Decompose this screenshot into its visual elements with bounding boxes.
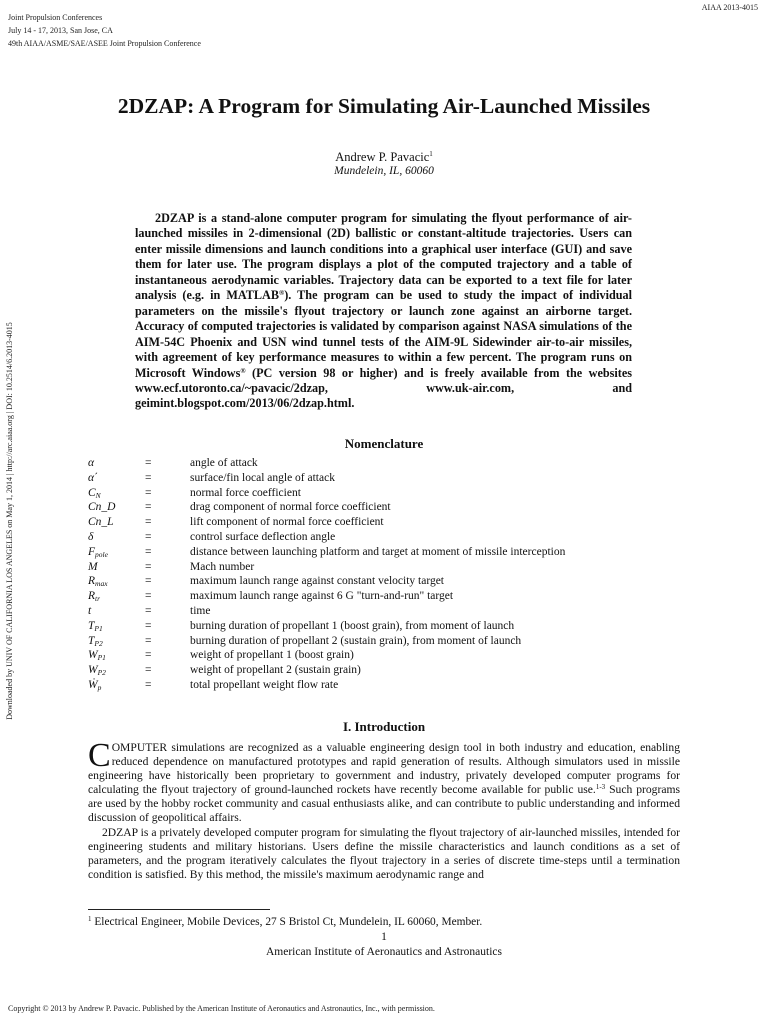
author-name: Andrew P. Pavacic — [335, 150, 430, 164]
nomenclature-symbol — [88, 663, 106, 678]
symbol-base: T — [88, 634, 95, 647]
footnote-text: Electrical Engineer, Mobile Devices, 27 S Bristol Ct, Mundelein, IL 60060, Member. — [91, 916, 483, 928]
nomenclature-row — [88, 456, 728, 471]
nomenclature-definition: angle of attack — [190, 457, 258, 469]
paper-id: AIAA 2013-4015 — [701, 3, 758, 12]
symbol-base: C — [88, 486, 96, 499]
author-affiliation: Mundelein, IL, 60060 — [334, 165, 434, 177]
footnote — [88, 916, 482, 928]
nomenclature-symbol — [88, 634, 103, 649]
nomenclature-row — [88, 648, 728, 663]
copyright-notice: Copyright © 2013 by Andrew P. Pavacic. Published by the American Institute of Aeronautics and Astronautics, Inc., with permission. — [8, 1004, 435, 1013]
symbol-subscript: P1 — [97, 653, 106, 663]
symbol-base: R — [88, 575, 96, 588]
download-notice: Downloaded by UNIV OF CALIFORNIA LOS ANGELES on May 1, 2014 | http://arc.aiaa.org | DOI: 10.2514/6.2013-4015 — [5, 322, 14, 720]
nomenclature-definition: maximum launch range against 6 G "turn-and-run" target — [190, 590, 454, 603]
nomenclature-row — [88, 634, 728, 649]
nomenclature-row — [88, 574, 728, 589]
nomenclature-symbol — [88, 604, 91, 619]
symbol-base: t — [88, 604, 92, 617]
nomenclature-symbol — [88, 456, 94, 471]
symbol-subscript: P2 — [94, 638, 103, 648]
paragraph-text: OMPUTER simulations are recognized as a valuable engineering design tool in both industry and education, enabling reduced dependence on manufactured prototypes and rapid generation of results. Although simulators used in missile engineering have historically been proprietary to government and industry, privately developed computer programs for calculating the flyout trajectory of ground-launched rockets have recently become available for public use. — [88, 741, 680, 797]
symbol-subscript: max — [95, 579, 108, 589]
equals-sign: = — [145, 664, 152, 677]
nomenclature-row — [88, 678, 728, 693]
nomenclature-definition: time — [190, 604, 211, 617]
section-heading-introduction: I. Introduction — [342, 719, 426, 734]
abstract-text-1: 2DZAP is a stand-alone computer program for simulating the flyout performance of air-launched missiles in 2-dimensional (2D) ballistic or constant-altitude trajectories. Users can enter missile dimensions and launch conditions into a graphical user interface (GUI) and save them for later use. The program displays a plot of the computed trajectory and a table of instantaneous aerodynamic variables. Trajectory data can be exported to a text file for later analysis (e.g. in MATLAB — [135, 211, 632, 303]
symbol-base: T — [88, 619, 95, 632]
nomenclature-symbol — [88, 589, 100, 604]
nomenclature-definition: surface/fin local angle of attack — [190, 471, 335, 484]
equals-sign: = — [145, 619, 152, 632]
equals-sign: = — [145, 545, 152, 558]
equals-sign: = — [145, 516, 152, 529]
nomenclature-symbol — [88, 648, 106, 663]
symbol-base: R — [88, 590, 96, 603]
nomenclature-definition: weight of propellant 2 (sustain grain) — [190, 664, 361, 677]
equals-sign: = — [145, 590, 152, 603]
author-line — [0, 150, 768, 165]
drop-cap: C — [88, 737, 111, 774]
equals-sign: = — [145, 530, 152, 543]
nomenclature-definition: normal force coefficient — [190, 486, 301, 499]
nomenclature-row — [88, 589, 728, 604]
nomenclature-definition: maximum launch range against constant velocity target — [190, 575, 444, 588]
symbol-base: M — [88, 560, 98, 573]
symbol-base: W — [88, 664, 98, 677]
symbol-base: Cn_D — [88, 501, 116, 514]
nomenclature-row — [88, 604, 728, 619]
registered-mark: ® — [278, 289, 285, 298]
symbol-base: Cn_L — [88, 516, 114, 529]
conference-dates: July 14 - 17, 2013, San Jose, CA — [8, 26, 113, 35]
nomenclature-definition: burning duration of propellant 2 (sustain grain), from moment of launch — [190, 634, 522, 647]
nomenclature-symbol — [88, 574, 108, 589]
nomenclature-row — [88, 530, 728, 545]
author-footnote-mark: 1 — [429, 150, 433, 158]
footnote-divider — [88, 909, 270, 910]
nomenclature-row — [88, 515, 728, 530]
registered-mark: ® — [240, 366, 246, 375]
paragraph: 2DZAP is a privately developed computer program for simulating the flyout trajectory of air-launched missiles, intended for engineering students and military historians. Users define the missile characteristics and launch conditions as a set of parameters, and the program iteratively calculates the flyout trajectory in a series of discrete time-steps until a termination condition is satisfied. By this method, the missile's maximum aerodynamic range and — [88, 825, 680, 881]
nomenclature-row — [88, 663, 728, 678]
equals-sign: = — [145, 486, 152, 499]
nomenclature-symbol — [88, 500, 115, 515]
symbol-base: Ẇ — [88, 678, 98, 691]
nomenclature-heading: Nomenclature — [344, 436, 424, 451]
nomenclature-list — [88, 456, 728, 693]
nomenclature-definition: distance between launching platform and target at moment of missile interception — [190, 545, 566, 558]
symbol-subscript: P1 — [94, 623, 103, 633]
equals-sign: = — [145, 649, 152, 662]
nomenclature-symbol — [88, 530, 93, 545]
equals-sign: = — [145, 501, 152, 514]
equals-sign: = — [145, 560, 152, 573]
equals-sign: = — [145, 457, 152, 469]
nomenclature-symbol — [88, 486, 101, 501]
abstract-text-3: (PC version 98 or higher) and is freely available from the websites www.ecf.utoronto.ca/~pavacic/2dzap, www.uk-air.com, and geimint.blogspot.com/2013/06/2dzap.html. — [135, 365, 632, 411]
introduction-body — [88, 737, 680, 882]
nomenclature-row — [88, 500, 728, 515]
symbol-base: α΄ — [88, 471, 98, 484]
paragraph-text: Such programs are used by the hobby rocket community and casual enthusiasts alike, and can contribute to public understanding and informed discussion of geopolitical affairs. — [88, 783, 680, 825]
equals-sign: = — [145, 471, 152, 484]
publisher-name: American Institute of Aeronautics and Astronautics — [265, 946, 502, 958]
symbol-subscript: p — [97, 682, 102, 692]
nomenclature-definition: weight of propellant 1 (boost grain) — [190, 649, 354, 662]
nomenclature-symbol — [88, 560, 98, 575]
nomenclature-row — [88, 471, 728, 486]
nomenclature-definition: drag component of normal force coefficient — [190, 501, 391, 514]
symbol-base: F — [88, 545, 96, 558]
symbol-subscript: P2 — [97, 668, 106, 678]
equals-sign: = — [145, 634, 152, 647]
nomenclature-definition: Mach number — [190, 560, 255, 573]
nomenclature-symbol — [88, 515, 114, 530]
nomenclature-symbol — [88, 678, 101, 693]
nomenclature-symbol — [88, 619, 103, 634]
symbol-subscript: N — [95, 490, 101, 500]
nomenclature-row — [88, 486, 728, 501]
symbol-subscript: pole — [95, 549, 108, 559]
equals-sign: = — [145, 604, 152, 617]
abstract-text-2: ). The program can be used to study the impact of individual parameters on the missile's flyout trajectory or launch zone against an airborne target. Accuracy of computed trajectories is validated by comparison against NASA simulations of the AIM-54C Phoenix and USN wind tunnel tests of the AIM-9L Sidewinder air-to-air missiles, with agreement of key performance measures to within a few percent. The program runs on Microsoft Windows — [135, 288, 632, 380]
footnote-mark: 1 — [88, 915, 92, 923]
abstract — [135, 211, 632, 412]
citation-mark: 1-3 — [595, 783, 606, 792]
symbol-subscript: tr — [95, 594, 101, 604]
symbol-base: W — [88, 649, 98, 662]
equals-sign: = — [145, 678, 152, 691]
conference-series: Joint Propulsion Conferences — [8, 13, 103, 22]
nomenclature-row — [88, 545, 728, 560]
nomenclature-definition: total propellant weight flow rate — [190, 678, 339, 691]
paper-title: 2DZAP: A Program for Simulating Air-Launched Missiles — [117, 94, 651, 118]
nomenclature-row — [88, 619, 728, 634]
symbol-base: δ — [88, 530, 94, 543]
nomenclature-row — [88, 560, 728, 575]
equals-sign: = — [145, 575, 152, 588]
conference-name: 49th AIAA/ASME/SAE/ASEE Joint Propulsion Conference — [8, 39, 201, 48]
nomenclature-symbol — [88, 471, 98, 486]
nomenclature-definition: lift component of normal force coefficient — [190, 516, 384, 529]
nomenclature-definition: burning duration of propellant 1 (boost grain), from moment of launch — [190, 619, 515, 632]
nomenclature-symbol — [88, 545, 108, 560]
symbol-base: α — [88, 457, 95, 469]
paragraph — [88, 737, 680, 826]
nomenclature-definition: control surface deflection angle — [190, 530, 336, 543]
page-number: 1 — [381, 931, 387, 943]
